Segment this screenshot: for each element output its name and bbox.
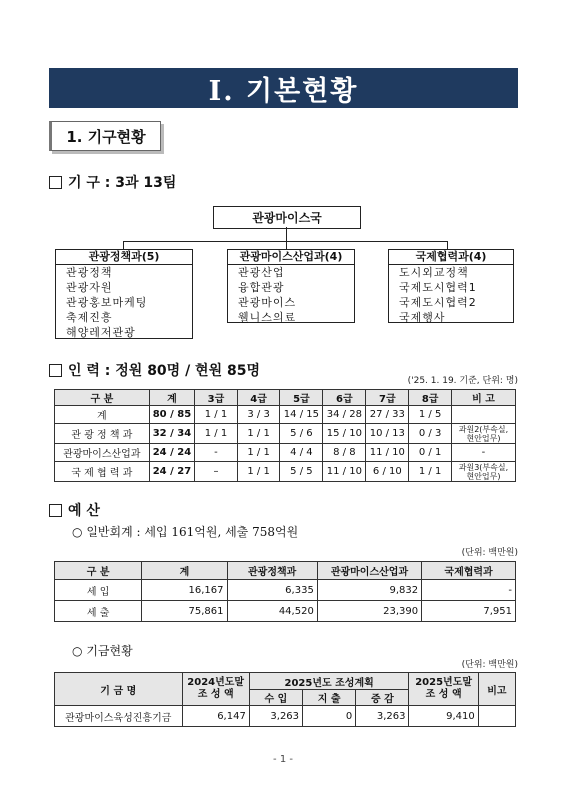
cell: 8 / 8 <box>323 444 366 462</box>
page-number: - 1 - <box>273 754 293 765</box>
cell: 3,263 <box>356 706 409 727</box>
table-row <box>55 706 516 727</box>
cell: 1 / 1 <box>237 424 280 444</box>
cell: 5 / 6 <box>280 424 323 444</box>
col-header: 증 감 <box>356 690 409 706</box>
cell: 1 / 1 <box>237 462 280 482</box>
org-dept-box <box>55 249 193 339</box>
circle-bullet-icon: ○ <box>72 525 83 539</box>
org-connector <box>123 241 124 249</box>
cell: 6,147 <box>182 706 249 727</box>
budget-heading <box>49 500 100 520</box>
dept-item: 국제도시협력2 <box>399 296 477 309</box>
dept-name: 관광정책과(5) <box>56 250 192 265</box>
table-row <box>55 462 516 482</box>
cell: 6,335 <box>227 580 317 601</box>
general-account-line <box>72 523 298 540</box>
budget-heading-text: 예 산 <box>68 503 100 519</box>
cell: 16,167 <box>142 580 227 601</box>
cell: 34 / 28 <box>323 406 366 424</box>
col-header: 관광정책과 <box>227 562 317 580</box>
dept-item: 국제행사 <box>399 311 446 324</box>
org-heading <box>49 172 176 192</box>
col-header: 7급 <box>366 390 409 406</box>
col-header: 구 분 <box>55 562 142 580</box>
org-dept-box <box>388 249 514 323</box>
dept-name: 관광마이스산업과(4) <box>228 250 354 265</box>
cell: 0 <box>303 706 356 727</box>
col-header: 계 <box>149 390 194 406</box>
org-heading-text: 기 구 : 3과 13팀 <box>68 175 177 191</box>
dept-item: 도시외교정책 <box>399 266 469 279</box>
cell: 1 / 1 <box>195 406 238 424</box>
staff-table <box>54 389 516 482</box>
dept-item: 국제도시협력1 <box>399 281 477 294</box>
cell: – <box>195 462 238 482</box>
dept-item: 관광마이스 <box>238 296 297 309</box>
col-header: 수 입 <box>249 690 302 706</box>
general-account-text: 일반회계 : 세입 161억원, 세출 758억원 <box>86 525 299 539</box>
cell: 과원3(부속실, 현안업무) <box>451 462 515 482</box>
cell: 1 / 1 <box>409 462 452 482</box>
col-header: 비고 <box>478 673 515 706</box>
table-header-row <box>55 673 516 690</box>
cell: 0 / 3 <box>409 424 452 444</box>
cell <box>451 406 515 424</box>
cell: - <box>195 444 238 462</box>
cell: 7,951 <box>422 601 516 622</box>
cell: 1 / 1 <box>195 424 238 444</box>
cell: 27 / 33 <box>366 406 409 424</box>
dept-item: 융합관광 <box>238 281 285 294</box>
cell: 75,861 <box>142 601 227 622</box>
cell <box>478 706 515 727</box>
col-header: 지 출 <box>303 690 356 706</box>
cell: 32 / 34 <box>149 424 194 444</box>
cell: 과원2(부속실, 현안업무) <box>451 424 515 444</box>
fund-unit: (단위: 백만원) <box>461 660 518 670</box>
cell: 5 / 5 <box>280 462 323 482</box>
cell: 80 / 85 <box>149 406 194 424</box>
table-row <box>55 580 516 601</box>
col-header: 국제협력과 <box>422 562 516 580</box>
cell: 10 / 13 <box>366 424 409 444</box>
dept-item: 관광자원 <box>66 281 113 294</box>
cell: 3,263 <box>249 706 302 727</box>
table-row <box>55 424 516 444</box>
cell: 1 / 5 <box>409 406 452 424</box>
page-title: Ⅰ. 기본현황 <box>49 68 518 108</box>
cell: 24 / 27 <box>149 462 194 482</box>
checkbox-icon <box>49 364 62 377</box>
row-label: 세 입 <box>55 580 142 601</box>
staff-heading-text: 인 력 : 정원 80명 / 현원 85명 <box>68 363 260 379</box>
dept-item: 관광정책 <box>66 266 113 279</box>
cell: - <box>422 580 516 601</box>
row-label: 세 출 <box>55 601 142 622</box>
cell: 11 / 10 <box>323 462 366 482</box>
row-label: 관광마이스산업과 <box>55 444 150 462</box>
row-label: 계 <box>55 406 150 424</box>
col-header: 4급 <box>237 390 280 406</box>
section-heading-org: 1. 기구현황 <box>49 121 161 151</box>
col-header: 비 고 <box>451 390 515 406</box>
budget-unit: (단위: 백만원) <box>461 548 518 558</box>
row-label: 관광마이스육성진흥기금 <box>55 706 183 727</box>
checkbox-icon <box>49 176 62 189</box>
staff-note: ('25. 1. 19. 기준, 단위: 명) <box>407 376 518 386</box>
col-header: 계 <box>142 562 227 580</box>
col-header: 2024년도말 조 성 액 <box>182 673 249 706</box>
col-header: 기 금 명 <box>55 673 183 706</box>
cell: 4 / 4 <box>280 444 323 462</box>
org-connector <box>123 241 447 242</box>
dept-name: 국제협력과(4) <box>389 250 513 265</box>
cell: 9,410 <box>409 706 478 727</box>
col-header: 3급 <box>195 390 238 406</box>
fund-label-line <box>72 642 133 659</box>
dept-item: 관광홍보마케팅 <box>66 296 148 309</box>
cell: 3 / 3 <box>237 406 280 424</box>
col-header: 구 분 <box>55 390 150 406</box>
cell: 14 / 15 <box>280 406 323 424</box>
row-label: 관 광 정 책 과 <box>55 424 150 444</box>
cell: - <box>451 444 515 462</box>
table-header-row <box>55 390 516 406</box>
org-dept-box <box>227 249 355 323</box>
dept-item: 해양레저관광 <box>66 326 136 339</box>
table-header-row <box>55 562 516 580</box>
org-connector <box>447 241 448 249</box>
fund-table <box>54 672 516 727</box>
col-header: 2025년도말 조 성 액 <box>409 673 478 706</box>
cell: 9,832 <box>317 580 421 601</box>
col-header: 6급 <box>323 390 366 406</box>
cell: 15 / 10 <box>323 424 366 444</box>
table-row <box>55 406 516 424</box>
col-header: 8급 <box>409 390 452 406</box>
col-header: 5급 <box>280 390 323 406</box>
col-header: 2025년도 조성계획 <box>249 673 409 690</box>
budget-table <box>54 561 516 622</box>
circle-bullet-icon: ○ <box>72 644 83 658</box>
cell: 44,520 <box>227 601 317 622</box>
cell: 11 / 10 <box>366 444 409 462</box>
cell: 23,390 <box>317 601 421 622</box>
org-connector <box>286 227 287 241</box>
table-row <box>55 444 516 462</box>
cell: 0 / 1 <box>409 444 452 462</box>
dept-item: 웰니스의료 <box>238 311 297 324</box>
dept-item: 축제진흥 <box>66 311 113 324</box>
cell: 6 / 10 <box>366 462 409 482</box>
cell: 1 / 1 <box>237 444 280 462</box>
org-connector <box>286 241 287 249</box>
dept-item: 관광산업 <box>238 266 285 279</box>
row-label: 국 제 협 력 과 <box>55 462 150 482</box>
fund-label-text: 기금현황 <box>86 644 133 658</box>
checkbox-icon <box>49 504 62 517</box>
col-header: 관광마이스산업과 <box>317 562 421 580</box>
cell: 24 / 24 <box>149 444 194 462</box>
org-top-box: 관광마이스국 <box>213 206 361 229</box>
staff-heading <box>49 360 260 380</box>
table-row <box>55 601 516 622</box>
